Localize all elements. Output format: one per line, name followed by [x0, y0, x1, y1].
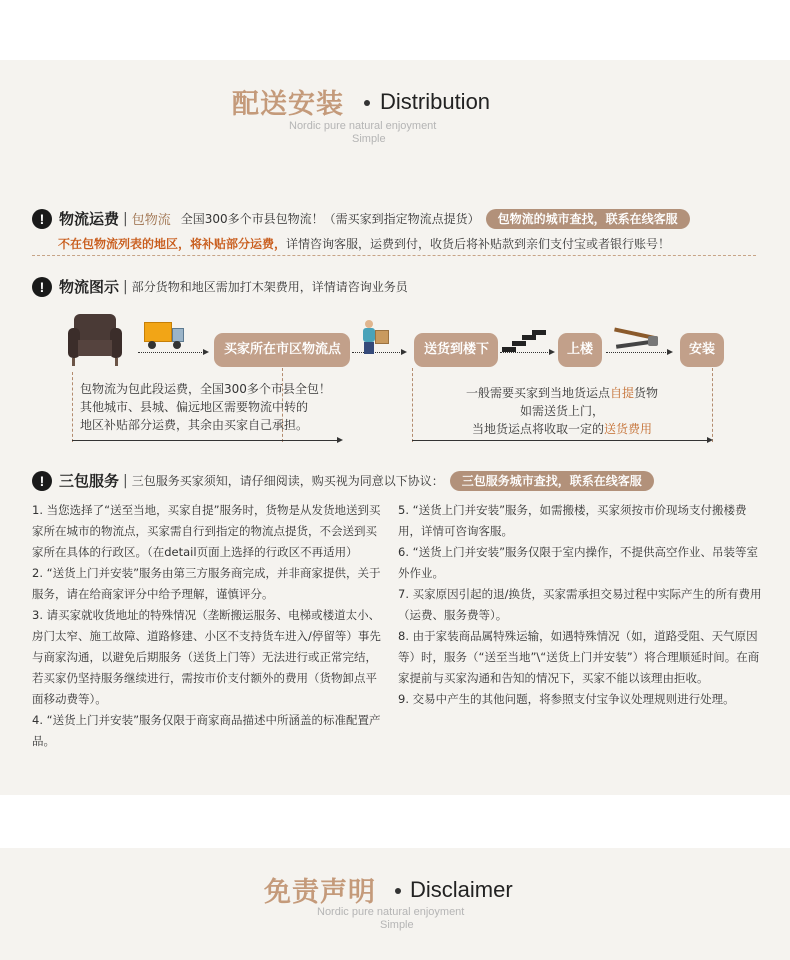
diagram-desc: 部分货物和地区需加打木架费用，详情请咨询业务员	[131, 280, 408, 294]
arrow-icon	[500, 352, 550, 353]
shipping-city-lookup-button[interactable]: 包物流的城市查找，联系在线客服	[486, 209, 690, 229]
section-title-en: Disclaimer	[410, 877, 513, 902]
arrow-icon	[138, 352, 204, 353]
arrow-icon	[606, 352, 668, 353]
service-terms-left	[32, 500, 382, 752]
diagram-title: 物流图示	[59, 278, 120, 296]
divider: |	[123, 278, 128, 295]
term-item: 5. “送货上门并安装”服务，如需搬楼，买家须按市价现场支付搬楼费用，详情可咨询客服。	[398, 503, 747, 538]
title-dot	[364, 100, 370, 106]
truck-icon	[144, 322, 184, 350]
disclaimer-section-bg	[0, 848, 790, 960]
section-title-cn: 配送安装	[232, 89, 344, 120]
shipping-tag: 包物流	[131, 213, 171, 228]
shipping-row	[32, 208, 690, 229]
term-item: 1. 当您选择了“送至当地，买家自提”服务时，货物是从发货地送到买家所在城市的物流点，买家需自行到指定的物流点提货，不会送到买家所在具体的行政区。（在detail页面上选择的行政区不再适用）	[32, 503, 381, 559]
shipping-note-highlight: 不在包物流列表的地区，将补贴部分运费，	[58, 237, 287, 251]
free-shipping-explanation	[80, 380, 331, 434]
range-arrow	[72, 440, 338, 441]
guide-line	[412, 368, 413, 442]
explanation-line	[430, 384, 694, 402]
text: 当地货运点将收取一定的	[471, 422, 604, 436]
guide-line	[72, 372, 73, 442]
term-item: 4. “送货上门并安装”服务仅限于商家商品描述中所涵盖的标准配置产品。	[32, 713, 381, 748]
highlight-text: 自提	[609, 386, 634, 400]
divider: |	[123, 472, 128, 489]
divider: |	[123, 210, 128, 227]
shipping-title: 物流运费	[59, 210, 120, 228]
step-install: 安装	[680, 333, 724, 367]
shipping-note-text: 详情咨询客服，运费到付，收货后将补贴款到亲们支付宝或者银行账号！	[286, 237, 671, 251]
term-item: 8. 由于家装商品属特殊运输，如遇特殊情况（如，道路受阻、天气原因等）时，服务（“送至当地”\“送货上门并安装”）将合理顺延时间。在商家提前与买家沟通和告知的情况下，买家不能以该理由拒收。	[398, 629, 760, 685]
logistics-diagram-row	[32, 276, 408, 297]
exclamation-icon: !	[32, 471, 52, 491]
explanation-line	[430, 420, 694, 438]
explanation-line: 其他城市、县城、偏远地区需要物流中转的	[80, 400, 309, 414]
exclamation-icon: !	[32, 209, 52, 229]
explanation-line: 包物流为包此段运费，全国300多个市县全包！	[80, 382, 331, 396]
highlight-text: 送货费用	[604, 422, 653, 436]
service-row	[32, 470, 654, 491]
text: 货物	[634, 386, 659, 400]
section-subtitle: Nordic pure natural enjoyment	[289, 120, 437, 132]
term-item: 2. “送货上门并安装”服务由第三方服务商完成，并非商家提供，关于服务，请在给商家评分中给予理解，谨慎评分。	[32, 566, 381, 601]
explanation-line: 如需送货上门，	[519, 404, 604, 418]
self-pickup-explanation	[430, 384, 694, 438]
term-item: 9. 交易中产生的其他问题，将参照支付宝争议处理规则进行处理。	[398, 692, 735, 706]
term-item: 7. 买家原因引起的退/换货，买家需承担交易过程中实际产生的所有费用（运费、服务费等）。	[398, 587, 762, 622]
service-title: 三包服务	[59, 472, 120, 490]
title-dot	[395, 888, 401, 894]
service-city-lookup-button[interactable]: 三包服务城市查找，联系在线客服	[450, 471, 654, 491]
guide-line	[712, 368, 713, 442]
term-item: 6. “送货上门并安装”服务仅限于室内操作，不提供高空作业、吊装等室外作业。	[398, 545, 759, 580]
section-subtitle-2: Simple	[380, 919, 414, 931]
delivery-man-icon	[360, 320, 390, 354]
shipping-note	[58, 235, 670, 252]
section-title-en: Distribution	[380, 89, 491, 114]
step-upstairs: 上楼	[558, 333, 602, 367]
exclamation-icon: !	[32, 277, 52, 297]
range-arrow	[412, 440, 708, 441]
section-subtitle: Nordic pure natural enjoyment	[317, 906, 465, 918]
explanation-line: 地区补贴部分运费，其余由买家自己承担。	[80, 418, 309, 432]
step-local-logistics-point: 买家所在市区物流点	[214, 333, 350, 367]
section-divider	[32, 255, 756, 256]
text: 一般需要买家到当地货运点	[465, 386, 610, 400]
section-subtitle-2: Simple	[352, 133, 386, 145]
service-desc: 三包服务买家须知，请仔细阅读，购买视为同意以下协议：	[131, 474, 444, 488]
term-item: 3. 请买家就收货地址的特殊情况（垄断搬运服务、电梯或楼道太小、房门太窄、施工故障、道路修建、小区不支持货车进入/停留等）事先与商家沟通，以避免后期服务（送货上门等）无法进行或正常完结，若买家仍坚持服务继续进行，需按市价支付额外的费用（货物卸点平面移动费等）。	[32, 608, 381, 706]
section-title-cn: 免责声明	[264, 877, 376, 908]
tools-icon	[612, 330, 662, 352]
stairs-icon	[502, 330, 548, 352]
sofa-icon	[68, 314, 122, 366]
shipping-desc: 全国300多个市县包物流！（需买家到指定物流点提货）	[180, 212, 480, 226]
service-terms-right	[398, 500, 762, 710]
step-deliver-downstairs: 送货到楼下	[414, 333, 498, 367]
